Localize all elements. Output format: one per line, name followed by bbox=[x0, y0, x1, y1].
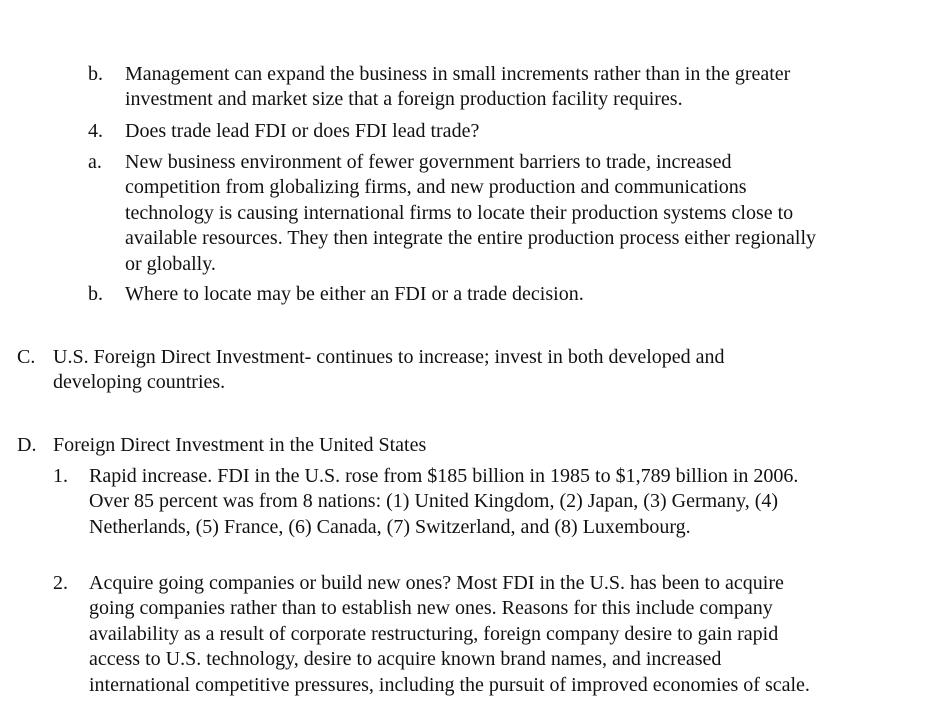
section-marker: C. bbox=[17, 346, 36, 368]
section-d-fdi-in-us bbox=[17, 433, 807, 458]
list-marker: 2. bbox=[53, 572, 68, 594]
section-text: U.S. Foreign Direct Investment- continues to increase; invest in both developed and developing countries. bbox=[53, 346, 725, 394]
list-marker: 4. bbox=[88, 120, 103, 142]
list-marker: b. bbox=[88, 63, 103, 85]
list-marker: a. bbox=[88, 151, 102, 173]
list-item-text: Rapid increase. FDI in the U.S. rose from $185 billion in 1985 to $1,789 billion in 2006. Over 85 percent was from 8 nations: (1) United Kingdom, (2) Japan, (3) Germany, (4) Netherlands, (5) France, (6) Canada, (7) Switzerland, and (8) Luxembourg. bbox=[89, 465, 799, 538]
list-item-4-trade-lead bbox=[88, 119, 828, 144]
list-marker: 1. bbox=[53, 465, 68, 487]
section-text: Foreign Direct Investment in the United States bbox=[53, 434, 427, 456]
section-marker: D. bbox=[17, 434, 37, 456]
list-item-b-management bbox=[88, 62, 828, 113]
list-item-text: New business environment of fewer government barriers to trade, increased competition from globalizing firms, and new production and communications technology is causing international firms to locate their production systems close to available resources. They then integrate the entire production process either regionally or globally. bbox=[125, 151, 817, 275]
list-marker: b. bbox=[88, 283, 103, 305]
list-item-text: Does trade lead FDI or does FDI lead trade? bbox=[125, 120, 480, 142]
list-item-b-where-to-locate bbox=[88, 282, 828, 307]
section-c-us-fdi bbox=[17, 345, 807, 396]
list-item-text: Where to locate may be either an FDI or a trade decision. bbox=[125, 283, 584, 305]
list-item-1-rapid-increase bbox=[53, 464, 813, 540]
list-item-2-acquire-companies bbox=[53, 571, 813, 698]
list-item-a-business-environment bbox=[88, 150, 828, 277]
list-item-text: Management can expand the business in small increments rather than in the greater investment and market size that a foreign production facility requires. bbox=[125, 63, 791, 111]
list-item-text: Acquire going companies or build new ones? Most FDI in the U.S. has been to acquire going companies rather than to establish new ones. Reasons for this include company availability as a result of corporate restructuring, foreign company desire to gain rapid access to U.S. technology, desire to acquire known brand names, and increased international competitive pressures, including the pursuit of improved economies of scale. bbox=[89, 572, 810, 696]
